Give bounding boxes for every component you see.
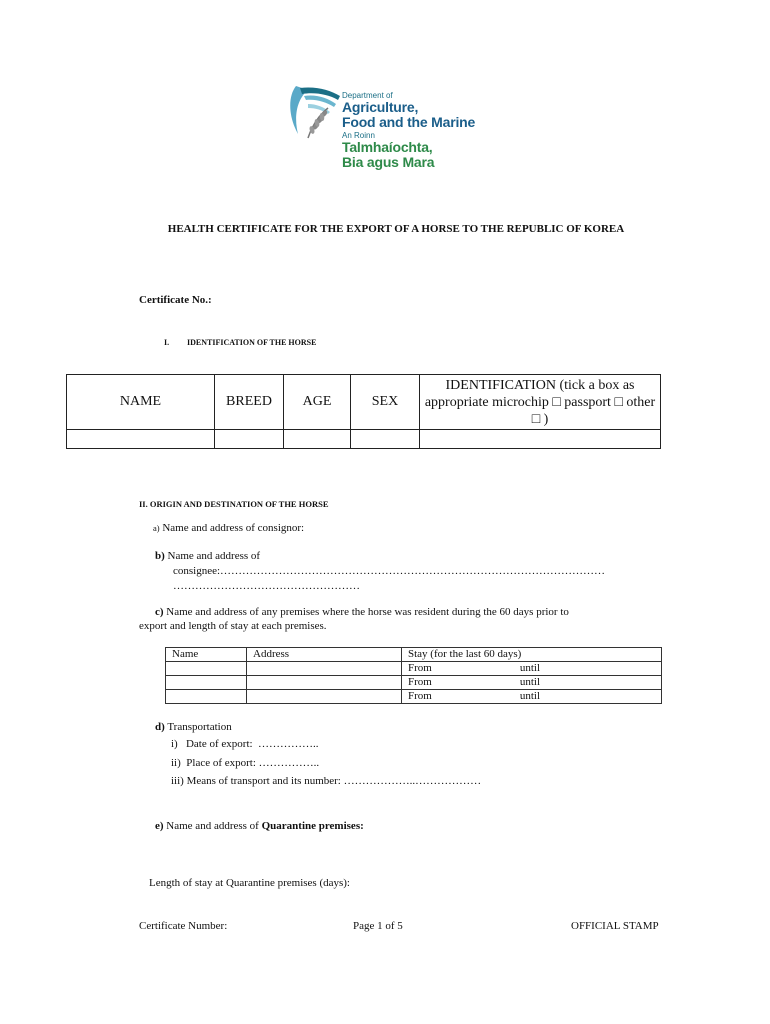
header-age: AGE: [284, 375, 351, 430]
section-2-heading: II. ORIGIN AND DESTINATION OF THE HORSE: [139, 499, 329, 509]
logo-line-2: Agriculture,: [342, 99, 419, 115]
identification-table: [66, 374, 661, 449]
item-b-line-1: consignee:……………………………………………………………………………………………: [173, 565, 606, 577]
header-identification: IDENTIFICATION (tick a box as appropriate microchip □ passport □ other □ ): [420, 375, 661, 430]
section-1-number: I.: [164, 338, 170, 347]
item-c-marker: c): [155, 606, 164, 618]
item-e-text: Name and address of: [166, 820, 262, 832]
premises-address-cell[interactable]: [247, 662, 402, 676]
item-d-i: i) Date of export: ……………..: [171, 738, 319, 750]
until-label: until: [519, 676, 540, 688]
certificate-no-label: Certificate No.:: [139, 294, 212, 306]
premises-stay-cell[interactable]: [402, 676, 662, 690]
item-d: [155, 721, 232, 733]
from-label: From: [408, 690, 432, 702]
harp-wheat-logo-icon: [286, 82, 342, 142]
premises-name-cell[interactable]: [166, 690, 247, 704]
premises-table: [165, 647, 662, 704]
footer-page-number: Page 1 of 5: [353, 920, 403, 932]
premises-header-address: Address: [247, 648, 402, 662]
department-logo: [286, 80, 506, 176]
item-a-text: Name and address of consignor:: [162, 522, 305, 534]
cell-name[interactable]: [67, 430, 215, 449]
table-row: [166, 690, 662, 704]
logo-line-3: Food and the Marine: [342, 114, 476, 130]
quarantine-length-of-stay: Length of stay at Quarantine premises (days):: [149, 877, 350, 889]
premises-address-cell[interactable]: [247, 676, 402, 690]
item-d-marker: d): [155, 721, 165, 733]
table-row: [166, 676, 662, 690]
item-b-marker: b): [155, 550, 165, 562]
premises-header-name: Name: [166, 648, 247, 662]
premises-name-cell[interactable]: [166, 662, 247, 676]
item-e-marker: e): [155, 820, 164, 832]
cell-identification[interactable]: [420, 430, 661, 449]
item-d-text: Transportation: [167, 721, 232, 733]
cell-breed[interactable]: [215, 430, 284, 449]
premises-address-cell[interactable]: [247, 690, 402, 704]
item-d-ii: ii) Place of export: ……………..: [171, 757, 320, 769]
logo-line-5: Talmhaíochta,: [342, 139, 433, 155]
header-breed: BREED: [215, 375, 284, 430]
item-b: [155, 550, 260, 562]
from-label: From: [408, 676, 432, 688]
cell-sex[interactable]: [351, 430, 420, 449]
until-label: until: [519, 690, 540, 702]
item-b-line-2: ……………………………………………: [173, 580, 360, 592]
premises-stay-cell[interactable]: [402, 690, 662, 704]
item-e-bold: Quarantine premises:: [261, 820, 364, 832]
item-c: [155, 606, 569, 618]
header-name: NAME: [67, 375, 215, 430]
from-label: From: [408, 662, 432, 674]
premises-stay-cell[interactable]: [402, 662, 662, 676]
section-1-heading: [164, 338, 317, 347]
logo-text: [342, 92, 475, 170]
item-a: [153, 522, 304, 534]
item-d-iii: iii) Means of transport and its number: ………………..………………: [171, 775, 482, 787]
document-title: HEALTH CERTIFICATE FOR THE EXPORT OF A HORSE TO THE REPUBLIC OF KOREA: [167, 223, 625, 235]
premises-name-cell[interactable]: [166, 676, 247, 690]
table-row: [166, 662, 662, 676]
cell-age[interactable]: [284, 430, 351, 449]
logo-line-6: Bia agus Mara: [342, 154, 435, 170]
until-label: until: [519, 662, 540, 674]
item-b-text: Name and address of: [167, 550, 261, 562]
footer-certificate-number: Certificate Number:: [139, 920, 228, 932]
header-sex: SEX: [351, 375, 420, 430]
logo-line-1: Department of: [342, 91, 393, 100]
item-c-text-2: export and length of stay at each premises.: [139, 620, 327, 632]
item-a-marker: a): [153, 523, 160, 533]
item-e: [155, 820, 364, 832]
item-c-text-1: Name and address of any premises where the horse was resident during the 60 days prior to: [166, 606, 569, 618]
premises-header-stay: Stay (for the last 60 days): [402, 648, 662, 662]
logo-line-4: An Roinn: [342, 131, 375, 140]
footer-official-stamp: OFFICIAL STAMP: [571, 920, 659, 932]
section-1-title: IDENTIFICATION OF THE HORSE: [187, 338, 317, 347]
